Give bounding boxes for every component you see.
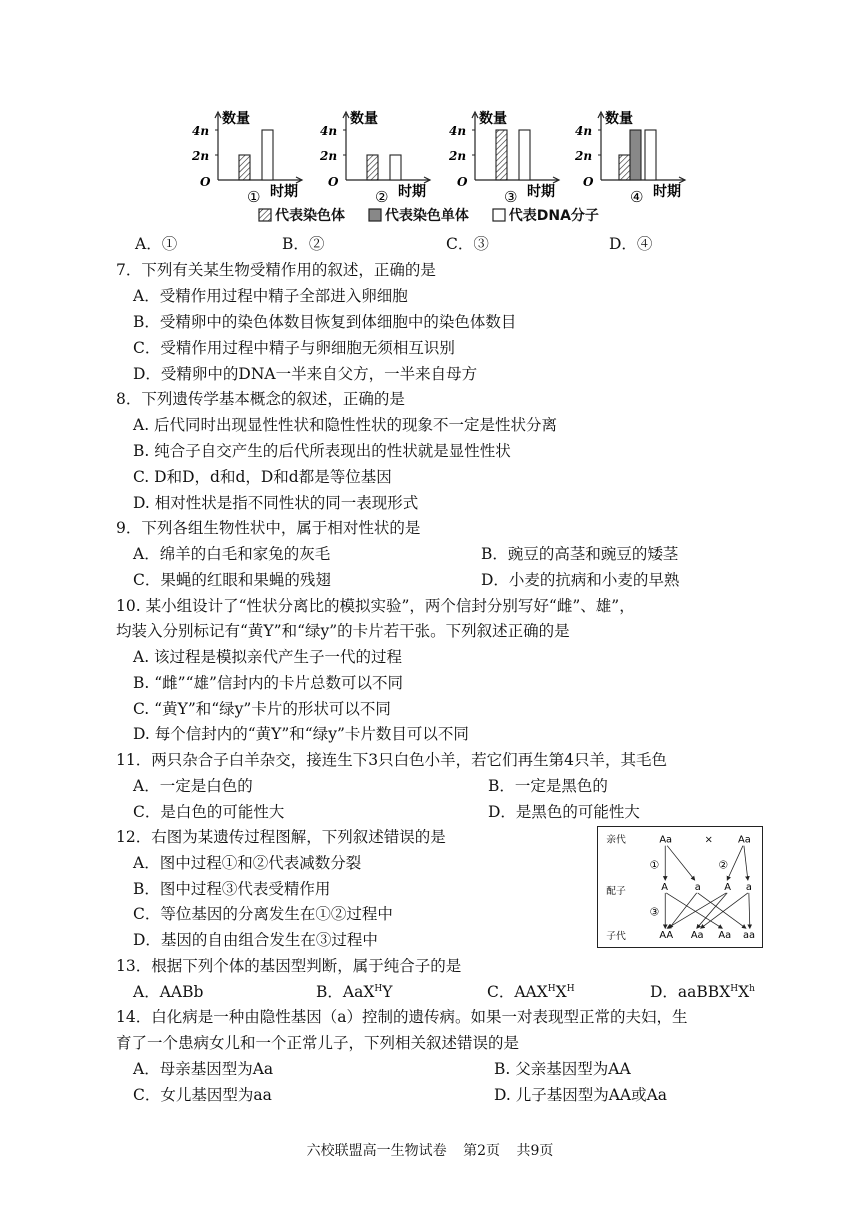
bar-dna	[262, 130, 273, 180]
q13-option-b: B．AaX$^H$Y	[316, 983, 393, 1001]
q9-stem: 9．下列各组生物性状中，属于相对性状的是	[116, 519, 421, 537]
q7-option-a: A．受精作用过程中精子全部进入卵细胞	[133, 287, 408, 305]
x-axis-label: 时期	[653, 184, 681, 200]
diagram-parent-label: 亲代	[606, 834, 626, 846]
q6-option-d: D．④	[609, 235, 653, 253]
q11-option-b: B．一定是黑色的	[488, 777, 608, 795]
q14-option-a: A．母亲基因型为Aa	[133, 1060, 274, 1078]
bar-chromosome	[239, 155, 250, 180]
q12-option-c: C．等位基因的分离发生在①②过程中	[133, 905, 393, 923]
bar-chromosome	[619, 155, 630, 180]
empty-swatch-icon	[492, 208, 506, 222]
q11-option-a: A．一定是白色的	[133, 777, 253, 795]
x-axis-label: 时期	[398, 184, 426, 200]
q10-option-a: A. 该过程是模拟亲代产生子一代的过程	[133, 648, 403, 666]
q8-option-d: D. 相对性状是指不同性状的同一表现形式	[133, 494, 419, 512]
q7-option-d: D．受精卵中的DNA一半来自父方，一半来自母方	[133, 365, 478, 383]
tick-4n: 4n	[449, 124, 467, 138]
footer-page: 第2页	[463, 1143, 500, 1159]
q10-option-b: B. “雌”“雄”信封内的卡片总数可以不同	[133, 674, 403, 692]
chart-number: ②	[375, 188, 389, 206]
origin-label: O	[583, 175, 594, 189]
diagram-step1: ①	[649, 858, 660, 872]
q9-option-a: A．绵羊的白毛和家兔的灰毛	[133, 545, 331, 563]
diagram-offspring-3: Aa	[718, 930, 732, 942]
diagram-parent2: Aa	[738, 834, 751, 846]
q6-option-a: A．①	[135, 235, 178, 253]
tick-2n: 2n	[449, 149, 467, 163]
q14-stem-line2: 育了一个患病女儿和一个正常儿子，下列相关叙述错误的是	[116, 1034, 520, 1052]
tick-2n: 2n	[192, 149, 210, 163]
q9-option-b: B．豌豆的高茎和豌豆的矮茎	[481, 545, 679, 563]
origin-label: O	[200, 175, 211, 189]
chart-number: ①	[247, 188, 261, 206]
tick-4n: 4n	[575, 124, 593, 138]
q14-option-c: C．女儿基因型为aa	[133, 1086, 272, 1104]
q12-option-a: A．图中过程①和②代表减数分裂	[133, 854, 362, 872]
bar-chromosome	[367, 155, 378, 180]
diagram-offspring-label: 子代	[606, 931, 626, 943]
q11-option-d: D．是黑色的可能性大	[488, 803, 640, 821]
bar-dna	[645, 130, 656, 180]
q13-option-d: D．$aaBBX^HX^h$	[650, 983, 755, 1001]
q12-option-b: B．图中过程③代表受精作用	[133, 880, 331, 898]
q6-option-c: C．③	[446, 235, 489, 253]
y-axis-label: 数量	[222, 111, 250, 127]
q14-option-b: B. 父亲基因型为AA	[494, 1060, 631, 1078]
q14-option-d: D. 儿子基因型为AA或Aa	[494, 1086, 668, 1104]
q8-option-c: C. D和D，d和d，D和d都是等位基因	[133, 468, 392, 486]
bar-chromatid	[630, 130, 641, 180]
q9-option-d: D．小麦的抗病和小麦的早熟	[481, 571, 680, 589]
q12-option-d: D．基因的自由组合发生在③过程中	[133, 931, 378, 949]
diagram-gamete-4: a	[745, 881, 752, 893]
tick-2n: 2n	[575, 149, 593, 163]
diagram-step3: ③	[649, 905, 660, 919]
q13-stem: 13．根据下列个体的基因型判断，属于纯合子的是	[116, 957, 462, 975]
bar-chromosome	[496, 130, 507, 180]
legend-chromatid: 代表染色单体	[384, 208, 469, 224]
q8-stem: 8．下列遗传学基本概念的叙述，正确的是	[116, 390, 405, 408]
q9-option-c: C．果蝇的红眼和果蝇的残翅	[133, 571, 331, 589]
q8-option-a: A. 后代同时出现显性性状和隐性性状的现象不一定是性状分离	[133, 416, 558, 434]
page-footer	[0, 1140, 860, 1160]
tick-2n: 2n	[320, 149, 338, 163]
diagram-offspring-1: AA	[659, 930, 674, 942]
diagram-offspring-4: aa	[742, 930, 755, 942]
genetic-cross-diagram	[597, 826, 763, 948]
q13-option-c: C．$AAX^HX^H$	[487, 983, 575, 1001]
diagram-parent1: Aa	[659, 834, 673, 846]
q11-option-c: C．是白色的可能性大	[133, 803, 285, 821]
y-axis-label: 数量	[350, 111, 378, 127]
q10-option-d: D. 每个信封内的“黄Y”和“绿y”卡片数目可以不同	[133, 725, 469, 743]
x-axis-label: 时期	[527, 184, 555, 200]
legend-dna: 代表DNA分子	[508, 208, 599, 224]
diagram-step2: ②	[718, 858, 729, 872]
gray-swatch-icon	[368, 208, 382, 222]
diagram-gamete-3: A	[724, 881, 731, 893]
legend-chromosome: 代表染色体	[275, 208, 345, 224]
chart-4	[573, 108, 733, 206]
diagram-arrows	[665, 846, 750, 929]
diagram-gamete-1: A	[661, 881, 669, 893]
bar-dna	[390, 155, 401, 180]
diagram-gamete-label: 配子	[606, 885, 626, 897]
chart-legend	[258, 205, 617, 225]
tick-4n: 4n	[320, 124, 338, 138]
origin-label: O	[328, 175, 339, 189]
hatch-swatch-icon	[258, 208, 272, 222]
x-axis-label: 时期	[270, 184, 298, 200]
q10-stem-line1: 10. 某小组设计了“性状分离比的模拟实验”，两个信封分别写好“雌”、雄”，	[116, 597, 635, 615]
footer-total: 共9页	[516, 1143, 554, 1159]
q11-stem: 11．两只杂合子白羊杂交，接连生下3只白色小羊，若它们再生第4只羊，其毛色	[116, 751, 667, 769]
q12-stem: 12．右图为某遗传过程图解，下列叙述错误的是	[116, 828, 446, 846]
chart-number: ③	[504, 188, 518, 206]
q7-option-b: B．受精卵中的染色体数目恢复到体细胞中的染色体数目	[133, 313, 517, 331]
origin-label: O	[457, 175, 468, 189]
diagram-gamete-2: a	[694, 881, 701, 893]
tick-4n: 4n	[192, 124, 210, 138]
diagram-cross: ×	[704, 834, 713, 846]
chart-number: ④	[630, 188, 644, 206]
q10-stem-line2: 均装入分别标记有“黄Y”和“绿y”的卡片若干张。下列叙述正确的是	[116, 622, 570, 640]
footer-title: 六校联盟高一生物试卷	[306, 1143, 447, 1159]
q8-option-b: B. 纯合子自交产生的后代所表现出的性状就是显性性状	[133, 442, 511, 460]
y-axis-label: 数量	[605, 111, 633, 127]
q14-stem-line1: 14．白化病是一种由隐性基因（a）控制的遗传病。如果一对表现型正常的夫妇，生	[116, 1008, 688, 1026]
diagram-offspring-2: Aa	[690, 930, 704, 942]
q13-option-a: A．AABb	[133, 983, 204, 1001]
y-axis-label: 数量	[479, 111, 507, 127]
q6-option-b: B．②	[282, 235, 325, 253]
q7-option-c: C．受精作用过程中精子与卵细胞无须相互识别	[133, 339, 455, 357]
q7-stem: 7．下列有关某生物受精作用的叙述，正确的是	[116, 261, 436, 279]
bar-dna	[519, 130, 530, 180]
q10-option-c: C. “黄Y”和“绿y”卡片的形状可以不同	[133, 700, 391, 718]
